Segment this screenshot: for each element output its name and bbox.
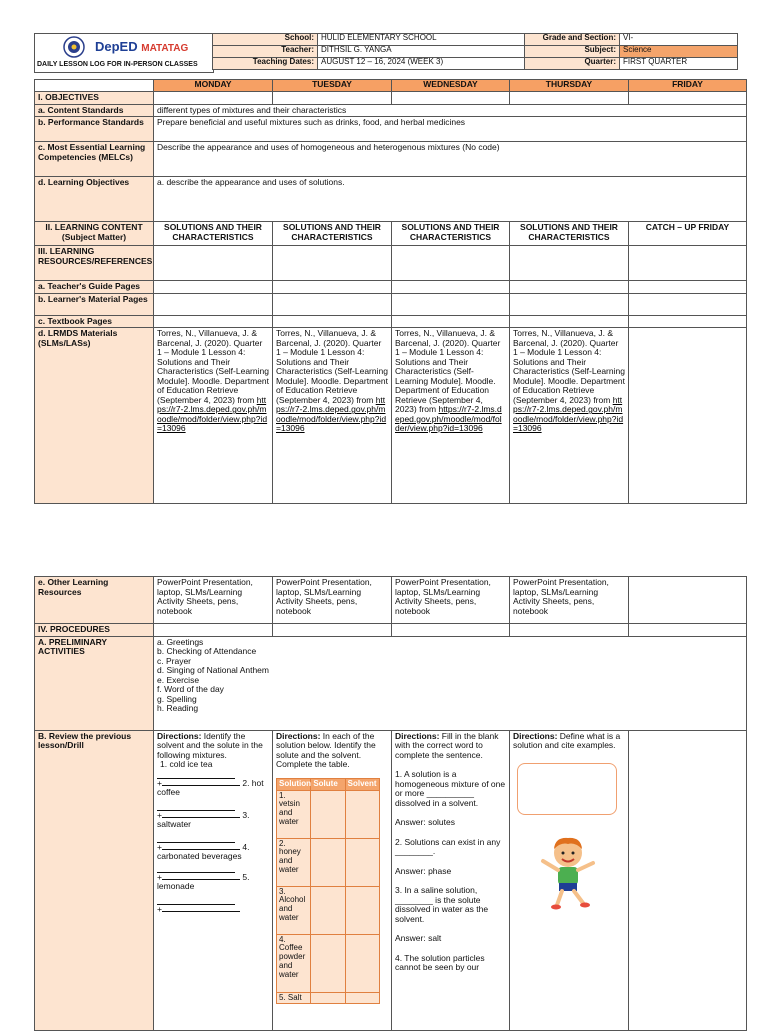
lesson-log-table-page1 xyxy=(34,79,747,504)
quarter-value: FIRST QUARTER xyxy=(620,58,738,70)
list-item: 1. cold ice tea xyxy=(160,759,213,770)
grade-value: VI- xyxy=(620,34,738,46)
topic-friday: CATCH – UP FRIDAY xyxy=(629,222,747,246)
preliminary-activities-label: A. PRELIMINARY ACTIVITIES xyxy=(35,636,154,730)
review-label: B. Review the previous lesson/Drill xyxy=(35,730,154,1030)
answer-3: Answer: salt xyxy=(395,933,442,944)
performance-standards-label: b. Performance Standards xyxy=(35,117,154,142)
list-item: a. Greetings xyxy=(157,636,204,647)
list-item: 4. carbonated beverages xyxy=(157,841,250,862)
content-standards-value: different types of mixtures and their characteristics xyxy=(154,104,747,117)
other-resources-wednesday: PowerPoint Presentation, laptop, SLMs/Learning Activity Sheets, pens, notebook xyxy=(392,577,510,624)
grade-label: Grade and Section: xyxy=(525,34,620,46)
question-4: 4. The solution particles cannot be seen by our xyxy=(395,952,485,973)
review-monday: Directions: Identify the solvent and the solute in the following mixtures. 1. cold ice tea + 2. hot coffee + 3. saltwater + 4. carbonated beverages + 5. lemonade + xyxy=(154,730,273,1030)
list-item: f. Word of the day xyxy=(157,684,224,695)
table-row: 3. Alcohol and water xyxy=(277,886,311,934)
answer-2: Answer: phase xyxy=(395,865,452,876)
lesson-log-table-page2 xyxy=(34,576,747,1031)
list-item: b. Checking of Attendance xyxy=(157,646,257,657)
solvent-cell[interactable] xyxy=(345,838,379,886)
solvent-cell[interactable] xyxy=(345,992,379,1004)
learners-material-label: b. Learner's Material Pages xyxy=(35,293,154,315)
logo-box xyxy=(34,33,214,73)
lrmds-monday: Torres, N., Villanueva, J. & Barcenal, J. (2020). Quarter 1 – Module 1 Lesson 4: Solutions and Their Characteristics (Self-Learning Module]. Moodle. Department of Education Retrieve (September 4, 2023) from https://r7-2.lms.deped.gov.ph/moodle/mod/folder/view.php?id=13096 xyxy=(154,328,273,504)
answer-box[interactable] xyxy=(517,763,617,815)
solute-cell[interactable] xyxy=(311,934,345,992)
performance-standards-value: Prepare beneficial and useful mixtures such as drinks, food, and herbal medicines xyxy=(154,117,747,142)
table-row: 5. Salt xyxy=(277,992,311,1004)
question-3: 3. In a saline solution, ________ is the solute dissolved in water as the solvent. xyxy=(395,885,489,924)
lrmds-link-wednesday[interactable]: https://r7-2.lms.deped.gov.ph/moodle/mod/folder/view.php?id=13096 xyxy=(395,404,502,434)
happy-kid-illustration xyxy=(533,833,603,913)
textbook-pages-label: c. Textbook Pages xyxy=(35,315,154,328)
dates-label: Teaching Dates: xyxy=(213,58,318,70)
topic-wednesday: SOLUTIONS AND THEIR CHARACTERISTICS xyxy=(392,222,510,246)
school-value: HULID ELEMENTARY SCHOOL xyxy=(318,34,525,46)
header-info-table xyxy=(212,33,738,70)
lrmds-tuesday: Torres, N., Villanueva, J. & Barcenal, J. (2020). Quarter 1 – Module 1 Lesson 4: Solutions and Their Characteristics (Self-Learning Module]. Moodle. Department of Education Retrieve (September 4, 2023) from https://r7-2.lms.deped.gov.ph/moodle/mod/folder/view.php?id=13096 xyxy=(273,328,392,504)
table-row: 4. Coffee powder and water xyxy=(277,934,311,992)
day-monday: MONDAY xyxy=(154,80,273,92)
procedures-heading: IV. PROCEDURES xyxy=(35,624,154,637)
melcs-value: Describe the appearance and uses of homogeneous and heterogenous mixtures (No code) xyxy=(154,142,747,177)
solvent-cell[interactable] xyxy=(345,934,379,992)
review-wednesday: Directions: Fill in the blank with the correct word to complete the sentence. 1. A solution is a homogeneous mixture of one or more __________ dissolved in a solvent. Answer: solutes 2. Solutions can exist in any ________. Answer: phase 3. In a saline solution, ________ is the solute dissolved in water as the solvent. Answer: salt 4. The solution particles cannot be seen by our xyxy=(392,730,510,1030)
lrmds-thursday: Torres, N., Villanueva, J. & Barcenal, J. (2020). Quarter 1 – Module 1 Lesson 4: Solutions and Their Characteristics (Self-Learning Module]. Moodle. Department of Education Retrieve (September 4, 2023) from https://r7-2.lms.deped.gov.ph/moodle/mod/folder/view.php?id=13096 xyxy=(510,328,629,504)
solute-cell[interactable] xyxy=(311,790,345,838)
list-item: e. Exercise xyxy=(157,674,200,685)
day-thursday: THURSDAY xyxy=(510,80,629,92)
list-item: 3. saltwater xyxy=(157,809,250,830)
learning-objectives-label: d. Learning Objectives xyxy=(35,177,154,222)
other-resources-thursday: PowerPoint Presentation, laptop, SLMs/Learning Activity Sheets, pens, notebook xyxy=(510,577,629,624)
preliminary-activities-list xyxy=(154,636,747,730)
teacher-value: DITHSIL G. YANGA xyxy=(318,46,525,58)
table-row: 2. honey and water xyxy=(277,838,311,886)
learning-objectives-value: a. describe the appearance and uses of solutions. xyxy=(154,177,747,222)
learning-content-label: II. LEARNING CONTENT (Subject Matter) xyxy=(35,222,154,246)
lrmds-link-tuesday[interactable]: https://r7-2.lms.deped.gov.ph/moodle/mod/folder/view.php?id=13096 xyxy=(276,394,387,434)
solvent-col-header: Solvent xyxy=(345,778,379,790)
review-tuesday: Directions: In each of the solution below. Identify the solute and the solvent. Complete the table. Solution Solute Solvent 1. vetsin and water 2. honey and water 3. Alcohol and water 4. Coffee powder and water 5. Salt xyxy=(273,730,392,1030)
quarter-label: Quarter: xyxy=(525,58,620,70)
list-item: g. Spelling xyxy=(157,693,197,704)
topic-monday: SOLUTIONS AND THEIR CHARACTERISTICS xyxy=(154,222,273,246)
solvent-cell[interactable] xyxy=(345,886,379,934)
log-title: DAILY LESSON LOG FOR IN-PERSON CLASSES xyxy=(37,61,198,68)
dates-value: AUGUST 12 – 16, 2024 (WEEK 3) xyxy=(318,58,525,70)
list-item: d. Singing of National Anthem xyxy=(157,665,269,676)
topic-tuesday: SOLUTIONS AND THEIR CHARACTERISTICS xyxy=(273,222,392,246)
other-resources-tuesday: PowerPoint Presentation, laptop, SLMs/Learning Activity Sheets, pens, notebook xyxy=(273,577,392,624)
day-tuesday: TUESDAY xyxy=(273,80,392,92)
lrmds-wednesday: Torres, N., Villanueva, J. & Barcenal, J. (2020). Quarter 1 – Module 1 Lesson 4: Solutions and Their Characteristics (Self-Learning Module]. Moodle. Department of Education Retrieve (September 4, 2023) from https://r7-2.lms.deped.gov.ph/moodle/mod/folder/view.php?id=13096 xyxy=(392,328,510,504)
solution-col-header: Solution xyxy=(277,778,311,790)
day-friday: FRIDAY xyxy=(629,80,747,92)
melcs-label: c. Most Essential Learning Competencies (MELCs) xyxy=(35,142,154,177)
solute-cell[interactable] xyxy=(311,886,345,934)
list-item: c. Prayer xyxy=(157,655,192,666)
review-thursday: Directions: Define what is a solution and cite examples. xyxy=(510,730,629,1030)
list-item: 2. hot coffee xyxy=(157,777,264,798)
content-standards-label: a. Content Standards xyxy=(35,104,154,117)
question-1: 1. A solution is a homogeneous mixture of one or more __________ dissolved in a solvent. xyxy=(395,769,506,808)
school-label: School: xyxy=(213,34,318,46)
subject-label: Subject: xyxy=(525,46,620,58)
subject-value: Science xyxy=(620,46,738,58)
question-2: 2. Solutions can exist in any ________. xyxy=(395,836,501,857)
deped-seal-icon xyxy=(63,36,85,58)
deped-logo-text: DepED MATATAG xyxy=(95,39,189,54)
answer-1: Answer: solutes xyxy=(395,817,455,828)
list-item: 5. lemonade xyxy=(157,871,250,892)
table-row: 1. vetsin and water xyxy=(277,790,311,838)
solvent-cell[interactable] xyxy=(345,790,379,838)
topic-thursday: SOLUTIONS AND THEIR CHARACTERISTICS xyxy=(510,222,629,246)
other-resources-label: e. Other Learning Resources xyxy=(35,577,154,624)
resources-label: III. LEARNING RESOURCES/REFERENCES xyxy=(35,246,154,281)
solute-cell[interactable] xyxy=(311,838,345,886)
lrmds-link-monday[interactable]: https://r7-2.lms.deped.gov.ph/moodle/mod/folder/view.php?id=13096 xyxy=(157,394,268,434)
solute-cell[interactable] xyxy=(311,992,345,1004)
day-header-blank xyxy=(35,80,154,92)
solute-col-header: Solute xyxy=(311,778,345,790)
teacher-label: Teacher: xyxy=(213,46,318,58)
other-resources-monday: PowerPoint Presentation, laptop, SLMs/Learning Activity Sheets, pens, notebook xyxy=(154,577,273,624)
lrmds-label: d. LRMDS Materials (SLMs/LASs) xyxy=(35,328,154,504)
day-wednesday: WEDNESDAY xyxy=(392,80,510,92)
solution-table xyxy=(276,778,380,1005)
lrmds-link-thursday[interactable]: https://r7-2.lms.deped.gov.ph/moodle/mod/folder/view.php?id=13096 xyxy=(513,394,624,434)
teachers-guide-label: a. Teacher's Guide Pages xyxy=(35,281,154,294)
objectives-heading: I. OBJECTIVES xyxy=(35,92,154,105)
list-item: h. Reading xyxy=(157,703,199,714)
